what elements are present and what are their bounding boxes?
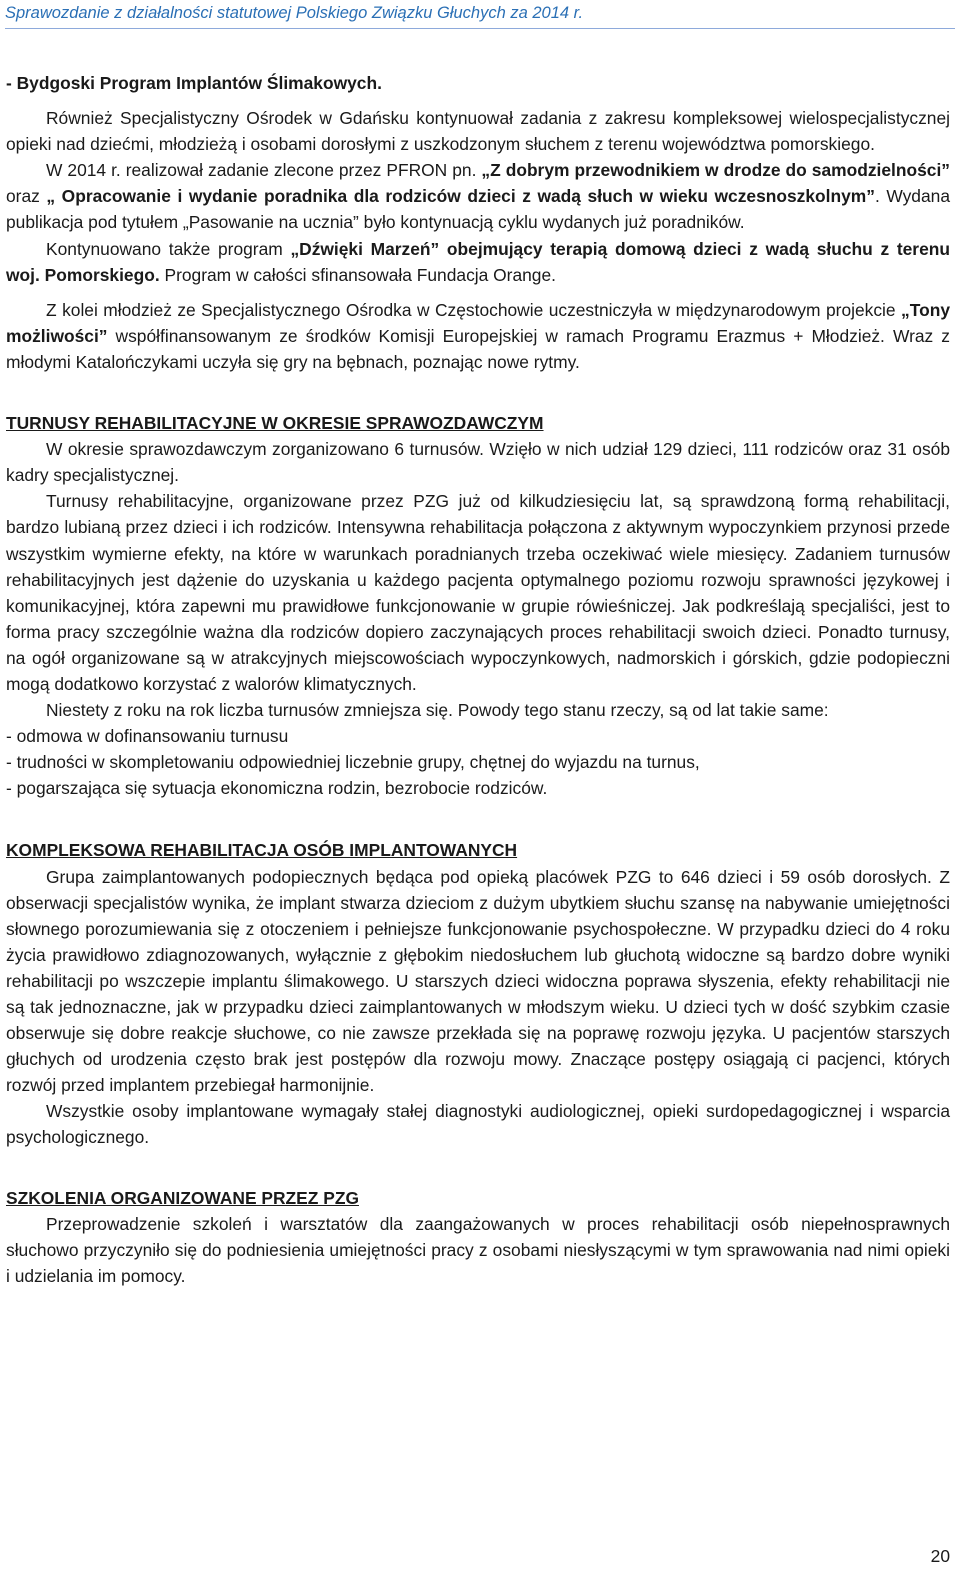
section-heading-szkolenia: SZKOLENIA ORGANIZOWANE PRZEZ PZG: [6, 1187, 359, 1208]
paragraph-turnusy-summary: W okresie sprawozdawczym zorganizowano 6 turnusów. Wzięło w nich udział 129 dzieci, 111 rodziców oraz 31 osób kadry specjalistycznej.: [6, 439, 950, 486]
list-item-reason: - pogarszająca się sytuacja ekonomiczna rodzin, bezrobocie rodziców.: [6, 778, 548, 799]
paragraph-pfron: W 2014 r. realizował zadanie zlecone przez PFRON pn. „Z dobrym przewodnikiem w drodze do samodzielności” oraz „ Opracowanie i wydanie poradnika dla rodziców dzieci z wadą słuch w wieku wczesnoszkolnym”. Wydana publikacja pod tytułem „Pasowanie na ucznia” było kontynuacją cyklu wydanych już poradników.: [6, 160, 950, 233]
paragraph-implant-support: Wszystkie osoby implantowane wymagały stałej diagnostyki audiologicznej, opieki surdopedagogicznej i wsparcia psychologicznego.: [6, 1101, 950, 1148]
list-item-reason: - odmowa w dofinansowaniu turnusu: [6, 726, 289, 747]
section-heading-implant: KOMPLEKSOWA REHABILITACJA OSÓB IMPLANTOWANYCH: [6, 840, 518, 861]
header-divider: [5, 28, 955, 29]
running-header: Sprawozdanie z działalności statutowej Polskiego Związku Głuchych za 2014 r.: [5, 4, 584, 22]
paragraph-turnusy-decline: Niestety z roku na rok liczba turnusów zmniejsza się. Powody tego stanu rzeczy, są od lat takie same:: [46, 700, 829, 721]
paragraph-czestochowa: Z kolei młodzież ze Specjalistycznego Ośrodka w Częstochowie uczestniczyła w międzynarodowym projekcie „Tony możliwości” współfinansowanym ze środków Komisji Europejskiej w ramach Programu Erazmus + Młodzież. Wraz z młodymi Katalończykami uczyła się gry na bębnach, poznając nowe rytmy.: [6, 299, 950, 372]
list-item-bydgoszcz-program: - Bydgoski Program Implantów Ślimakowych.: [6, 73, 382, 93]
paragraph-turnusy-description: Turnusy rehabilitacyjne, organizowane przez PZG już od kilkudziesięciu lat, są sprawdzoną formą rehabilitacji, bardzo lubianą przez dzieci i ich rodziców. Intensywna rehabilitacja połączona z aktywnym wypoczynkiem przynosi przede wszystkim wymierne efekty, na które w warunkach poradnianych trzeba oczekiwać wiele miesięcy. Zadaniem turnusów rehabilitacyjnych jest dążenie do uzyskania u każdego pacjenta optymalnego poziomu rozwoju sprawności językowej i komunikacyjnej, która zapewni mu prawidłowe funkcjonowanie w grupie rówieśniczej. Jak podkreślają specjaliści, jest to forma pracy szczególnie ważna dla rodziców dopiero zaczynających proces rehabilitacji swoich dzieci. Ponadto turnusy, na ogół organizowane są w atrakcyjnych miejscowościach wypoczynkowych, nadmorskich i górskich, gdzie podopieczni mogą dodatkowo korzystać z walorów klimatycznych.: [6, 491, 950, 694]
list-item-reason: - trudności w skompletowaniu odpowiedniej liczebnie grupy, chętnej do wyjazdu na turnus,: [6, 752, 700, 773]
paragraph-dzwieki-marzen: Kontynuowano także program „Dźwięki Marzeń” obejmujący terapią domową dzieci z wadą słuchu z terenu woj. Pomorskiego. Program w całości sfinansowała Fundacja Orange.: [6, 238, 950, 285]
section-heading-turnusy: TURNUSY REHABILITACYJNE W OKRESIE SPRAWOZDAWCZYM: [6, 413, 544, 434]
page-number: 20: [930, 1546, 950, 1566]
paragraph-gdansk: Również Specjalistyczny Ośrodek w Gdańsku kontynuował zadania z zakresu kompleksowej wielospecjalistycznej opieki nad dziećmi, młodzieżą i osobami dorosłymi z uszkodzonym słuchem z terenu województwa pomorskiego.: [6, 108, 950, 155]
paragraph-szkolenia: Przeprowadzenie szkoleń i warsztatów dla zaangażowanych w proces rehabilitacji osób niepełnosprawnych słuchowo przyczyniło się do podniesienia umiejętności pracy z osobami niesłyszącymi w tym sprawowania nad nimi opieki i udzielania im pomocy.: [6, 1213, 950, 1286]
paragraph-implant-results: Grupa zaimplantowanych podopiecznych będąca pod opieką placówek PZG to 646 dzieci i 59 osób dorosłych. Z obserwacji specjalistów wynika, że implant stwarza dzieciom z dużym ubytkiem słuchu szansę na nabywanie umiejętności słownego porozumiewania się z otoczeniem i pełniejsze funkcjonowanie psychospołeczne. W przypadku dzieci do 4 roku życia prawidłowo zdiagnozowanych, wyłącznie z głębokim niedosłuchem lub głuchotą widoczne są bardzo dobre wyniki rehabilitacji po wszczepie implantu ślimakowego. U starszych dzieci widoczna poprawa słyszenia, efekty rehabilitacji nie są tak jednoznaczne, jak w przypadku dzieci zaimplantowanych w młodszym wieku. U dzieci tych w dość szybkim czasie obserwuje się dobre reakcje słuchowe, co nie zawsze przekłada się na poprawę rozwoju języka. U pacjentów starszych głuchych od urodzenia często brak jest postępów dla rozwoju mowy. Znaczące postępy osiągają ci pacjenci, których rozwój przed implantem przebiegał harmonijnie.: [6, 866, 950, 1096]
page-body: [6, 70, 950, 1289]
